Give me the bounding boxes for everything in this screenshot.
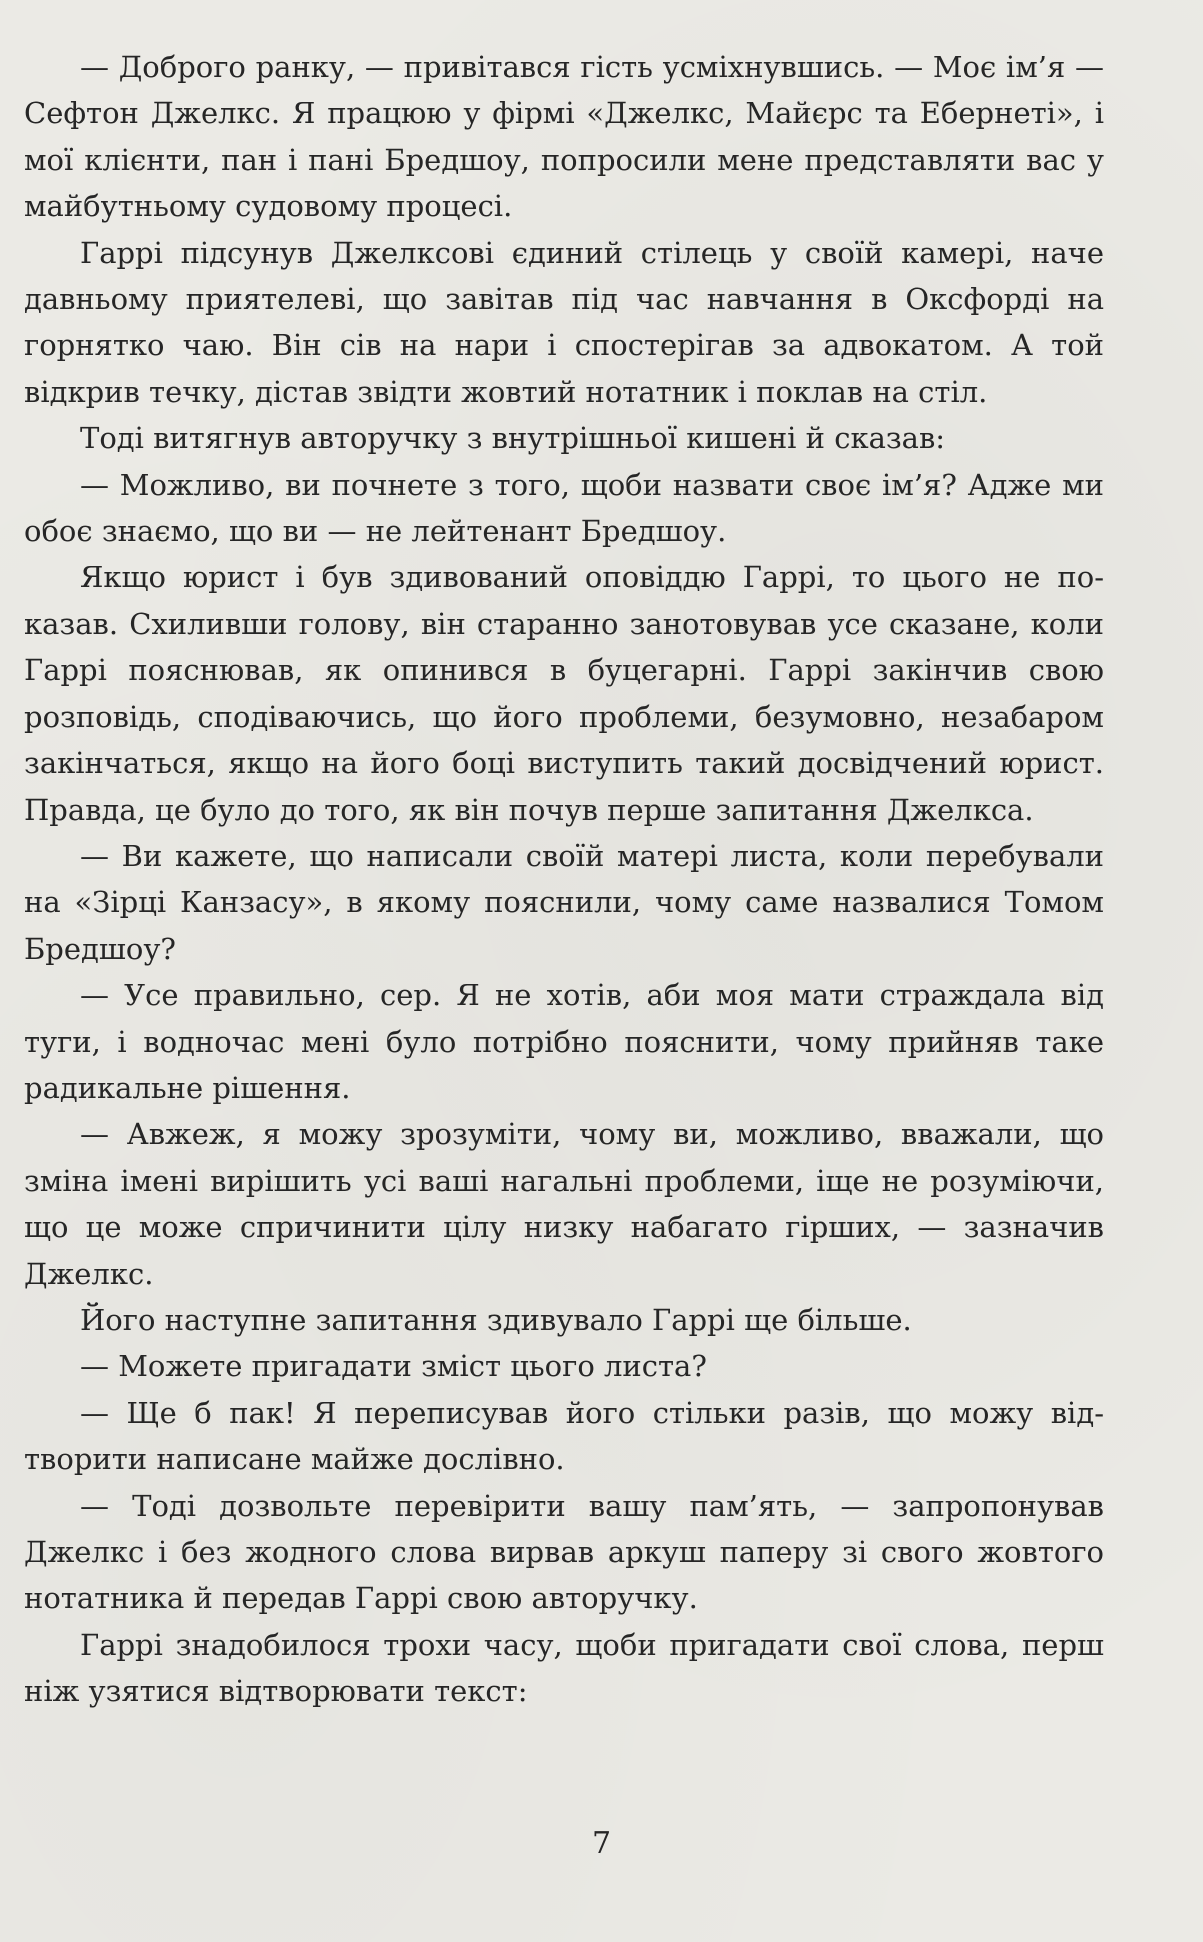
paragraph: Гаррі підсунув Джелксові єдиний стілець у своїй камері, наче давньому приятелеві, що завітав під час навчання в Оксфорді на горнятко чаю. Він сів на нари і спостерігав за адвокатом. А той відкрив течку, дістав звідти жовтий нотатник і поклав на стіл. — [24, 235, 1104, 409]
paragraph: — Ще б пак! Я переписував його стільки разів, що можу відтворити написане майже дослівно. — [24, 1395, 1104, 1477]
body-text — [24, 44, 1104, 1715]
paragraph: — Можливо, ви почнете з того, щоби назвати своє ім’я? Адже ми обоє знаємо, що ви — не лейтенант Бредшоу. — [24, 467, 1104, 549]
paragraph: Його наступне запитання здивувало Гаррі ще більше. — [80, 1302, 912, 1337]
page-number: 7 — [591, 1826, 612, 1861]
paragraph: — Ви кажете, що написали своїй матері листа, коли перебували на «Зірці Канзасу», в якому пояснили, чому саме назвалися Томом Бредшоу? — [24, 838, 1104, 966]
paragraph: Якщо юрист і був здивований оповіддю Гаррі, то цього не показав. Схиливши голову, він старанно занотовував усе сказане, коли Гаррі пояснював, як опинився в буцегарні. Гаррі закінчив свою розповідь, сподіваючись, що його проблеми, безумовно, незабаром закінчаться, якщо на його боці виступить такий досвідчений юрист. Правда, це було до того, як він почув перше запитання Джелкса. — [24, 560, 1104, 827]
paragraph: — Усе правильно, сер. Я не хотів, аби моя мати страждала від туги, і водночас мені було потрібно пояснити, чому прийняв таке радикальне рішення. — [24, 978, 1104, 1105]
paragraph: — Можете пригадати зміст цього листа? — [80, 1349, 707, 1384]
paragraph: Гаррі знадобилося трохи часу, щоби пригадати свої слова, перш ніж узятися відтворювати текст: — [24, 1627, 1104, 1709]
paragraph: Тоді витягнув авторучку з внутрішньої кишені й сказав: — [80, 421, 946, 456]
paragraph: — Тоді дозвольте перевірити вашу пам’ять, — запропонував Джелкс і без жодного слова вирвав аркуш паперу зі свого жовтого нотатника й передав Гаррі свою авторучку. — [24, 1488, 1104, 1616]
paragraph: — Доброго ранку, — привітався гість усміхнувшись. — Моє ім’я — Сефтон Джелкс. Я працюю у фірмі «Джелкс, Майєрс та Ебернеті», і мої клієнти, пан і пані Бредшоу, попросили мене представляти вас у майбутньому судовому процесі. — [24, 50, 1104, 224]
paragraph: — Авжеж, я можу зрозуміти, чому ви, можливо, вважали, що зміна імені вирішить усі ваші нагальні проблеми, іще не розуміючи, що це може спричинити цілу низку набагато гірших, — зазначив Джелкс. — [24, 1117, 1104, 1291]
